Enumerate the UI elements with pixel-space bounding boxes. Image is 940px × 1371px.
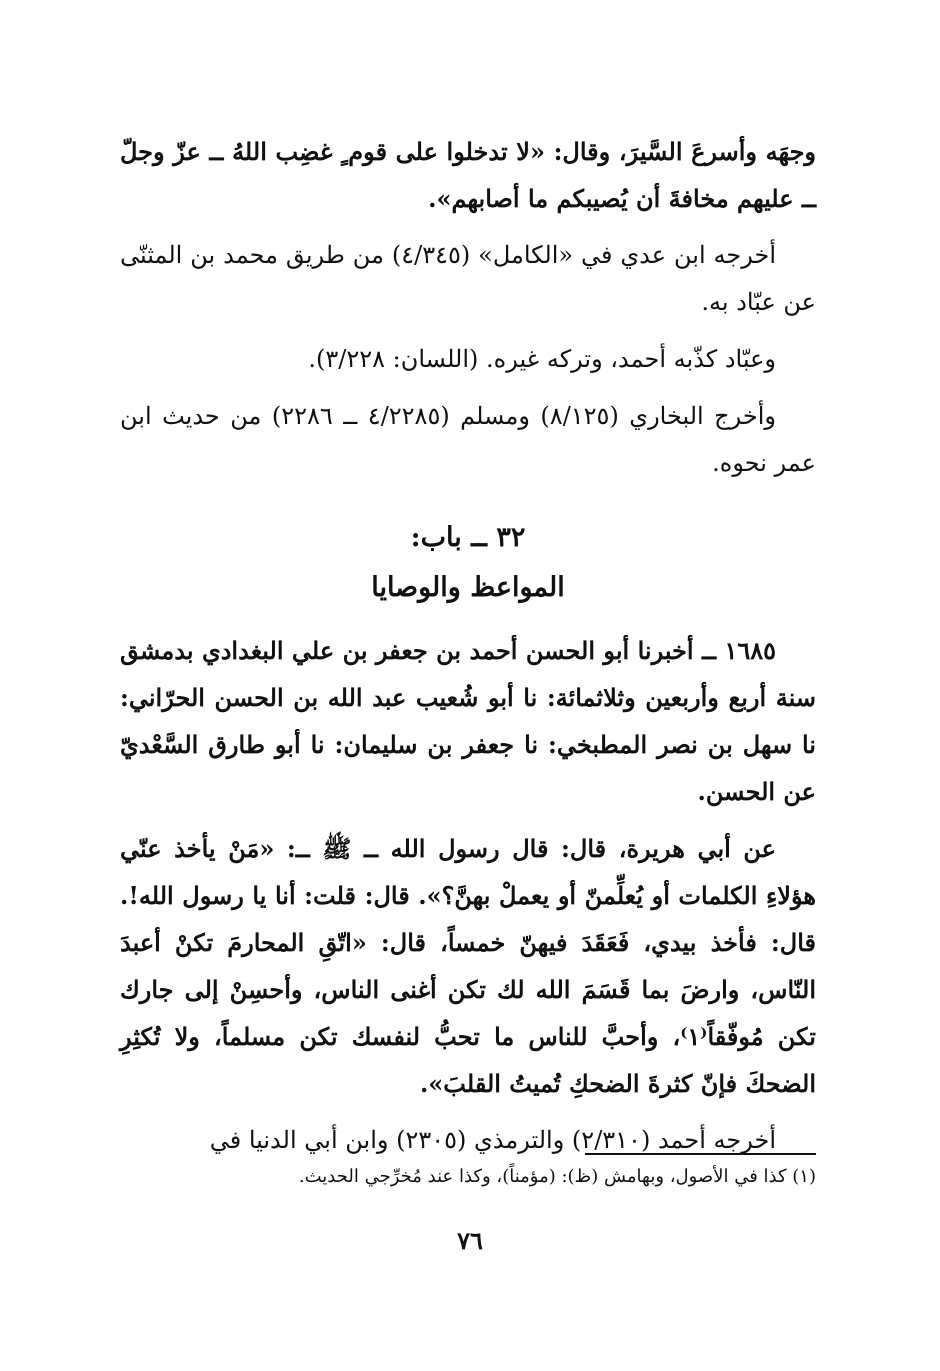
hadith-1685-matn: عن أبي هريرة، قال: قال رسول الله ــ ﷺ ــ: «مَنْ يأخذ عنّي هؤلاءِ الكلمات أو يُعلِّمنّ أو يعملْ بهنَّ؟». قال: قلت: أنا يا رسول الله!. قال: فأخذ بيدي، فَعَقَدَ فيهنّ خمساً، قال: «اتّقِ المحارمَ تكنْ أعبدَ النّاس، وارضَ بما قَسَمَ الله لك تكن أغنى الناس، وأحسِنْ إلى جارك تكن مُوفّقاً⁽١⁾، وأحبَّ للناس ما تحبُّ لنفسك تكن مسلماً، ولا تُكثِرِ الضحكَ فإنّ كثرةَ الضحكِ تُميتُ القلبَ». <box>120 834 816 1098</box>
narrator-note: وعبّاد كذّبه أحمد، وتركه غيره. (اللسان: ٣/٢٢٨). <box>308 345 776 373</box>
chapter-number: ٣٢ ــ باب: <box>410 522 526 553</box>
chapter-title: المواعظ والوصايا <box>371 572 565 603</box>
footnote: (١) كذا في الأصول، وبهامش (ظ): (مؤمناً)، وكذا عند مُخرِّجي الحديث. <box>298 1166 816 1187</box>
page-number: ٧٦ <box>457 1226 483 1255</box>
takhrij-ahmad-tirmidhi: أخرجه أحمد (٢/٣١٠) والترمذي (٢٣٠٥) وابن أبي الدنيا في <box>209 1126 776 1154</box>
page-body <box>120 128 816 1164</box>
footnote-divider <box>585 1153 816 1155</box>
hadith-continuation: وجهَه وأسرعَ السَّيرَ، وقال: «لا تدخلوا على قوم ٍ غضِب اللهُ ــ عزّ وجلّ ــ عليهم مخافةَ أن يُصيبكم ما أصابهم». <box>120 137 816 213</box>
hadith-1685-isnad: ١٦٨٥ ــ أخبرنا أبو الحسن أحمد بن جعفر بن علي البغدادي بدمشق سنة أربع وأربعين وثلاثمائة: نا أبو شُعيب عبد الله بن الحسن الحرّاني: نا سهل بن نصر المطبخي: نا جعفر بن سليمان: نا أبو طارق السَّعْديّ عن الحسن. <box>120 636 816 806</box>
takhrij-bukhari-muslim: وأخرج البخاري (٨/١٢٥) ومسلم (٤/٢٢٨٥ ــ ٢٢٨٦) من حديث ابن عمر نحوه. <box>120 402 816 477</box>
takhrij-ibn-adi: أخرجه ابن عدي في «الكامل» (٤/٣٤٥) من طريق محمد بن المثنّى عن عبّاد به. <box>120 241 816 316</box>
